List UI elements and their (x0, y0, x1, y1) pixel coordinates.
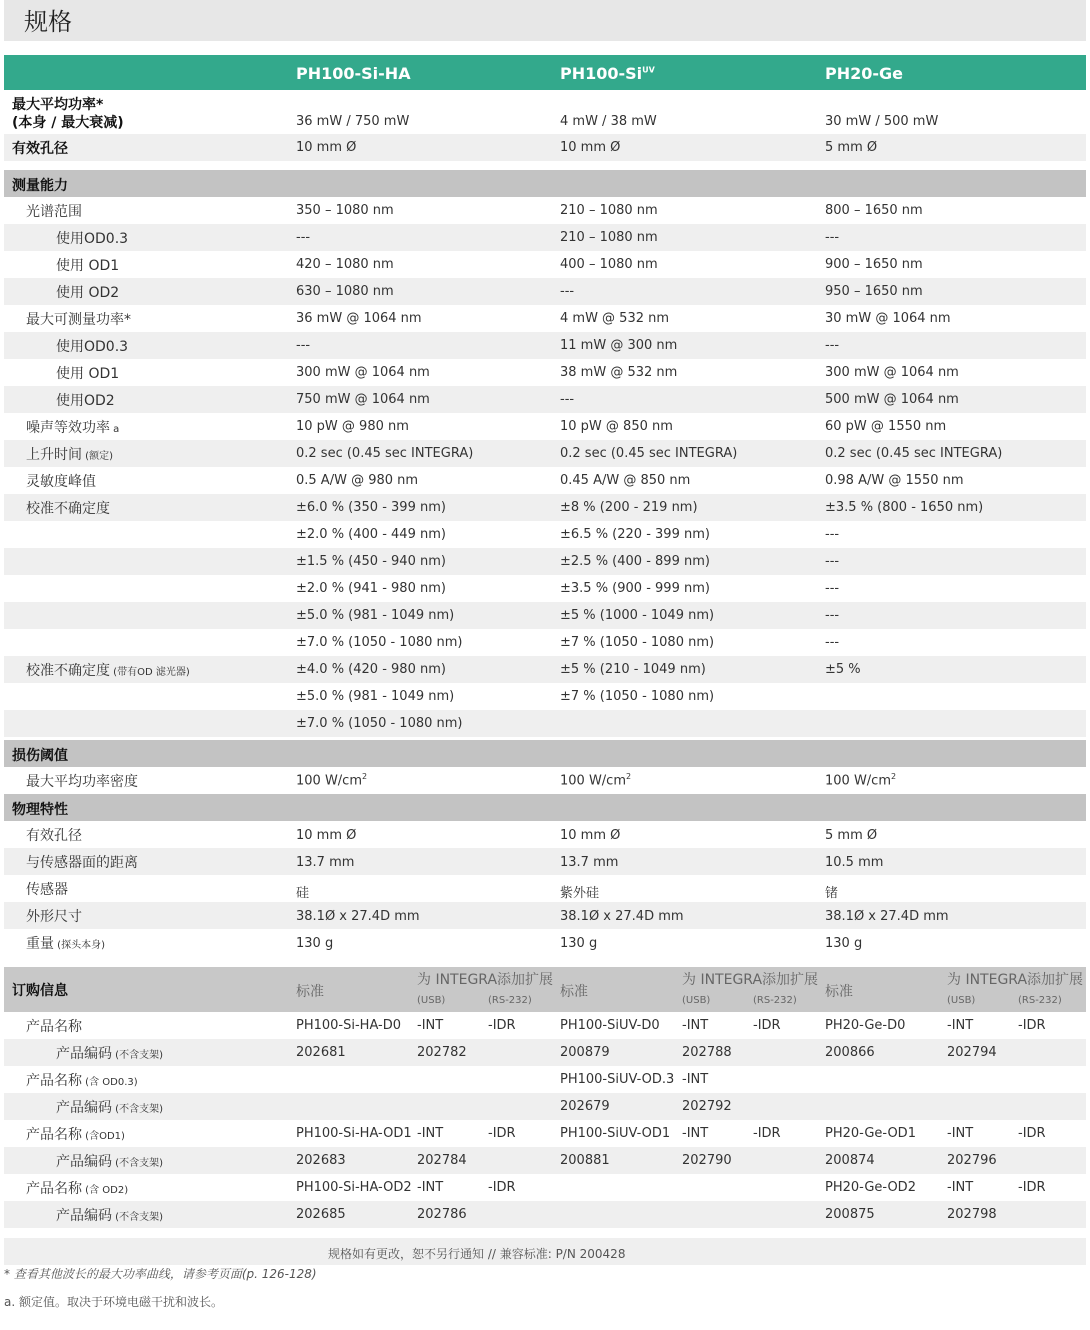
value-cell: --- (560, 284, 575, 299)
value-cell: ±2.0 % (941 - 980 nm) (296, 581, 446, 596)
value-cell: ±7.0 % (1050 - 1080 nm) (296, 635, 463, 650)
order-cell: -IDR (753, 1126, 781, 1141)
order-cell: 200875 (825, 1207, 875, 1222)
value-cell: 10 mm Ø (560, 828, 621, 843)
row-label: 重量 (探头本身) (26, 936, 105, 952)
order-row (4, 1093, 1086, 1120)
order-row (4, 1201, 1086, 1228)
order-cell: -INT (417, 1180, 444, 1195)
integra-header: 为 INTEGRA添加扩展 (417, 972, 554, 988)
row-label-note: (探头本身) (54, 940, 105, 951)
row-label: 校准不确定度 (带有OD 滤光器) (26, 663, 190, 679)
value-cell: 60 pW @ 1550 nm (825, 419, 947, 434)
row-label: 使用 OD2 (56, 285, 120, 301)
row-label: 产品名称 (含OD1) (26, 1127, 125, 1143)
row-label: 与传感器面的距离 (26, 855, 138, 871)
value-cell: 30 mW / 500 mW (825, 114, 939, 129)
order-cell: -INT (417, 1018, 444, 1033)
value-cell: 130 g (560, 936, 598, 951)
row-label: 使用OD0.3 (56, 231, 129, 247)
value-cell: --- (825, 554, 840, 569)
measure-row (4, 386, 1086, 413)
order-cell: -INT (682, 1126, 709, 1141)
row-label: 使用OD0.3 (56, 339, 129, 355)
value-cell: 350 – 1080 nm (296, 203, 394, 218)
measure-row (4, 494, 1086, 521)
page-title: 规格 (24, 8, 72, 36)
rs232-header: (RS-232) (1018, 995, 1062, 1006)
model-3: PH20-Ge (825, 64, 904, 83)
physical-row (4, 875, 1086, 902)
value-cell: 10 mm Ø (296, 828, 357, 843)
footer-notice-bar (4, 1238, 1086, 1265)
damage-row (4, 767, 1086, 794)
order-row (4, 1066, 1086, 1093)
standard-header: 标准 (296, 984, 324, 1000)
physical-row (4, 902, 1086, 929)
value-cell: 800 – 1650 nm (825, 203, 923, 218)
value-cell: 5 mm Ø (825, 140, 878, 155)
measure-row (4, 305, 1086, 332)
value-cell: 0.98 A/W @ 1550 nm (825, 473, 964, 488)
value-cell: --- (825, 527, 840, 542)
value-cell: --- (825, 635, 840, 650)
row-label-sub: (本身 / 最大衰减) (12, 115, 124, 131)
value-cell: 210 – 1080 nm (560, 203, 658, 218)
value-cell: 210 – 1080 nm (560, 230, 658, 245)
value-cell: ±7.0 % (1050 - 1080 nm) (296, 716, 463, 731)
row-label-note: (含 OD0.3) (82, 1077, 138, 1088)
measure-row (4, 521, 1086, 548)
measure-row (4, 467, 1086, 494)
model-header-row (4, 55, 1086, 90)
value-cell: 38.1Ø x 27.4D mm (296, 909, 420, 924)
order-row (4, 1174, 1086, 1201)
usb-header: (USB) (947, 995, 976, 1006)
row-label-note: (不含支架) (112, 1212, 163, 1223)
unit-sup: 2 (362, 772, 368, 781)
row-label: 灵敏度峰值 (26, 474, 96, 490)
order-cell: 202798 (947, 1207, 997, 1222)
section-damage (4, 740, 1086, 767)
value-cell: 13.7 mm (296, 855, 355, 870)
footer-notice: 规格如有更改，恕不另行通知 // 兼容标准: P/N 200428 (328, 1247, 626, 1261)
order-cell: PH20-Ge-D0 (825, 1018, 906, 1033)
value-cell: --- (560, 392, 575, 407)
row-label: 传感器 (26, 882, 68, 898)
order-cell: -INT (682, 1072, 709, 1087)
order-cell: -INT (947, 1126, 974, 1141)
order-cell: 202784 (417, 1153, 467, 1168)
value-cell: --- (825, 230, 840, 245)
value-cell: --- (296, 338, 311, 353)
measure-row (4, 413, 1086, 440)
row-label: 订购信息 (12, 983, 68, 999)
footnote-a: a. 额定值。取决于环境电磁干扰和波长。 (4, 1295, 223, 1309)
order-cell: PH20-Ge-OD2 (825, 1180, 916, 1195)
value-cell: 0.2 sec (0.45 sec INTEGRA) (560, 446, 738, 461)
measure-row (4, 440, 1086, 467)
value-cell: --- (296, 230, 311, 245)
section-ordering (4, 967, 1086, 1012)
value-cell: 10 pW @ 980 nm (296, 419, 409, 434)
order-cell: -IDR (1018, 1126, 1046, 1141)
order-cell: PH100-Si-HA-OD1 (296, 1126, 412, 1141)
usb-header: (USB) (417, 995, 446, 1006)
row-label: 产品编码 (不含支架) (56, 1208, 163, 1224)
value-cell: 0.2 sec (0.45 sec INTEGRA) (296, 446, 474, 461)
value-cell: ±5 % (1000 - 1049 nm) (560, 608, 715, 623)
value-cell: 300 mW @ 1064 nm (296, 365, 430, 380)
value-cell: ±2.5 % (400 - 899 nm) (560, 554, 710, 569)
row-label-note: (不含支架) (112, 1050, 163, 1061)
usb-header: (USB) (682, 995, 711, 1006)
value-cell: ±5.0 % (981 - 1049 nm) (296, 608, 455, 623)
row-label: 产品编码 (不含支架) (56, 1154, 163, 1170)
row-label: 损伤阈值 (12, 748, 68, 764)
value-cell: 10 pW @ 850 nm (560, 419, 673, 434)
value-cell: 36 mW / 750 mW (296, 114, 410, 129)
row-label-note: (含OD1) (82, 1131, 125, 1142)
order-cell: PH100-Si-HA-OD2 (296, 1180, 412, 1195)
value-cell: ±8 % (200 - 219 nm) (560, 500, 698, 515)
row-label-note: (不含支架) (112, 1158, 163, 1169)
row-label-note: (额定) (82, 451, 113, 462)
measure-row (4, 548, 1086, 575)
order-cell: 202685 (296, 1207, 346, 1222)
value-cell: ±4.0 % (420 - 980 nm) (296, 662, 446, 677)
value-cell: 0.5 A/W @ 980 nm (296, 473, 419, 488)
measure-row (4, 575, 1086, 602)
order-cell: -INT (682, 1018, 709, 1033)
row-label: 最大平均功率* (12, 97, 104, 113)
row-label: 产品编码 (不含支架) (56, 1046, 163, 1062)
integra-header: 为 INTEGRA添加扩展 (682, 972, 819, 988)
model-2: $PH100-Si^{UV}$ (560, 64, 655, 83)
value-cell: ±6.0 % (350 - 399 nm) (296, 500, 446, 515)
measure-row (4, 683, 1086, 710)
order-cell: 202681 (296, 1045, 346, 1060)
row-label: 光谱范围 (26, 204, 82, 220)
order-row (4, 1039, 1086, 1066)
value-cell: 锗 (825, 886, 839, 901)
standard-header: 标准 (825, 984, 853, 1000)
value-cell: 0.45 A/W @ 850 nm (560, 473, 691, 488)
value-cell: 100 $W/cm^2$ (560, 772, 632, 789)
footnote-star: * 查看其他波长的最大功率曲线，请参考页面(p. 126-128) (4, 1267, 317, 1281)
row-label: 物理特性 (12, 802, 68, 818)
order-row (4, 1147, 1086, 1174)
value-cell: ±5.0 % (981 - 1049 nm) (296, 689, 455, 704)
model-1: PH100-Si-HA (296, 64, 411, 83)
value-cell: 硅 (296, 886, 310, 901)
order-row (4, 1012, 1086, 1039)
value-cell: 400 – 1080 nm (560, 257, 658, 272)
order-cell: 202679 (560, 1099, 610, 1114)
order-cell: -IDR (488, 1180, 516, 1195)
row-label: 噪声等效功率 a (26, 420, 120, 436)
value-cell: 38.1Ø x 27.4D mm (560, 909, 684, 924)
value-cell: ±2.0 % (400 - 449 nm) (296, 527, 446, 542)
row-label: 最大可测量功率* (26, 312, 131, 328)
row-label-note: (不含支架) (112, 1104, 163, 1115)
value-cell: ±5 % (825, 662, 861, 677)
order-cell: -IDR (753, 1018, 781, 1033)
order-cell: 202782 (417, 1045, 467, 1060)
order-cell: PH20-Ge-OD1 (825, 1126, 916, 1141)
value-cell: 500 mW @ 1064 nm (825, 392, 959, 407)
value-cell: 38 mW @ 532 nm (560, 365, 678, 380)
measure-row (4, 197, 1086, 224)
rs232-header: (RS-232) (488, 995, 532, 1006)
row-label-note: a (110, 424, 120, 435)
order-cell: 202794 (947, 1045, 997, 1060)
order-cell: PH100-SiUV-D0 (560, 1018, 660, 1033)
row-label: 使用 OD1 (56, 366, 120, 382)
order-cell: 200881 (560, 1153, 610, 1168)
row-label: 有效孔径 (26, 828, 82, 844)
value-cell: 5 mm Ø (825, 828, 878, 843)
order-cell: -IDR (488, 1126, 516, 1141)
spec-row-aperture (4, 134, 1086, 161)
order-row (4, 1120, 1086, 1147)
row-label: 外形尺寸 (26, 909, 82, 925)
order-cell: 202790 (682, 1153, 732, 1168)
value-cell: 950 – 1650 nm (825, 284, 923, 299)
physical-row (4, 929, 1086, 956)
value-cell: 900 – 1650 nm (825, 257, 923, 272)
order-cell: -IDR (1018, 1180, 1046, 1195)
order-cell: 200879 (560, 1045, 610, 1060)
value-cell: 750 mW @ 1064 nm (296, 392, 430, 407)
row-label: 使用 OD1 (56, 258, 120, 274)
row-label: 产品名称 (含 OD2) (26, 1181, 129, 1197)
physical-row (4, 821, 1086, 848)
standard-header: 标准 (560, 984, 588, 1000)
value-cell: ±1.5 % (450 - 940 nm) (296, 554, 446, 569)
order-cell: -IDR (488, 1018, 516, 1033)
order-cell: -IDR (1018, 1018, 1046, 1033)
order-cell: 202792 (682, 1099, 732, 1114)
title-bar (4, 0, 1086, 41)
row-label: 测量能力 (12, 178, 68, 194)
value-cell: ±7 % (1050 - 1080 nm) (560, 635, 715, 650)
value-cell: 420 – 1080 nm (296, 257, 394, 272)
measure-row (4, 629, 1086, 656)
value-cell: 300 mW @ 1064 nm (825, 365, 959, 380)
value-cell: --- (825, 338, 840, 353)
order-cell: -INT (947, 1180, 974, 1195)
value-cell: 11 mW @ 300 nm (560, 338, 678, 353)
value-cell: 100 $W/cm^2$ (825, 772, 897, 789)
measure-row (4, 359, 1086, 386)
value-cell: 36 mW @ 1064 nm (296, 311, 422, 326)
value-cell: 130 g (825, 936, 863, 951)
value-cell: ±7 % (1050 - 1080 nm) (560, 689, 715, 704)
value-cell: 4 mW / 38 mW (560, 114, 657, 129)
row-label: 有效孔径 (12, 141, 68, 157)
row-label: 上升时间 (额定) (26, 447, 113, 463)
integra-header: 为 INTEGRA添加扩展 (947, 972, 1084, 988)
value-cell: 0.2 sec (0.45 sec INTEGRA) (825, 446, 1003, 461)
value-cell: 紫外硅 (560, 886, 600, 901)
measure-row (4, 656, 1086, 683)
spec-row-max-power (4, 90, 1086, 134)
value-cell: 100 $W/cm^2$ (296, 772, 368, 789)
measure-row (4, 224, 1086, 251)
row-label-note: (带有OD 滤光器) (110, 667, 190, 678)
unit-sup: 2 (626, 772, 632, 781)
order-cell: 202788 (682, 1045, 732, 1060)
value-cell: 10 mm Ø (296, 140, 357, 155)
value-cell: 30 mW @ 1064 nm (825, 311, 951, 326)
order-cell: 202786 (417, 1207, 467, 1222)
value-cell: 10.5 mm (825, 855, 884, 870)
section-measure (4, 170, 1086, 197)
unit-sup: 2 (891, 772, 897, 781)
value-cell: 38.1Ø x 27.4D mm (825, 909, 949, 924)
measure-row (4, 332, 1086, 359)
order-cell: 200866 (825, 1045, 875, 1060)
row-label: 最大平均功率密度 (26, 774, 138, 790)
measure-row (4, 278, 1086, 305)
value-cell: 13.7 mm (560, 855, 619, 870)
order-cell: 200874 (825, 1153, 875, 1168)
value-cell: ±6.5 % (220 - 399 nm) (560, 527, 710, 542)
value-cell: --- (825, 581, 840, 596)
value-cell: ±3.5 % (900 - 999 nm) (560, 581, 710, 596)
value-cell: 130 g (296, 936, 334, 951)
value-cell: ±3.5 % (800 - 1650 nm) (825, 500, 984, 515)
row-label: 产品编码 (不含支架) (56, 1100, 163, 1116)
order-cell: 202796 (947, 1153, 997, 1168)
order-cell: 202683 (296, 1153, 346, 1168)
order-cell: PH100-SiUV-OD.3 (560, 1072, 675, 1087)
order-cell: -INT (947, 1018, 974, 1033)
row-label: 产品名称 (含 OD0.3) (26, 1073, 138, 1089)
row-label: 校准不确定度 (26, 501, 110, 517)
value-cell: 10 mm Ø (560, 140, 621, 155)
value-cell: 4 mW @ 532 nm (560, 311, 670, 326)
row-label: 产品名称 (26, 1019, 82, 1035)
order-cell: PH100-Si-HA-D0 (296, 1018, 402, 1033)
value-cell: 630 – 1080 nm (296, 284, 394, 299)
section-physical (4, 794, 1086, 821)
measure-row (4, 251, 1086, 278)
measure-row (4, 602, 1086, 629)
physical-row (4, 848, 1086, 875)
rs232-header: (RS-232) (753, 995, 797, 1006)
value-cell: ±5 % (210 - 1049 nm) (560, 662, 706, 677)
value-cell: --- (825, 608, 840, 623)
order-cell: PH100-SiUV-OD1 (560, 1126, 671, 1141)
order-cell: -INT (417, 1126, 444, 1141)
row-label: 使用OD2 (56, 393, 115, 409)
row-label-note: (含 OD2) (82, 1185, 129, 1196)
measure-row (4, 710, 1086, 737)
